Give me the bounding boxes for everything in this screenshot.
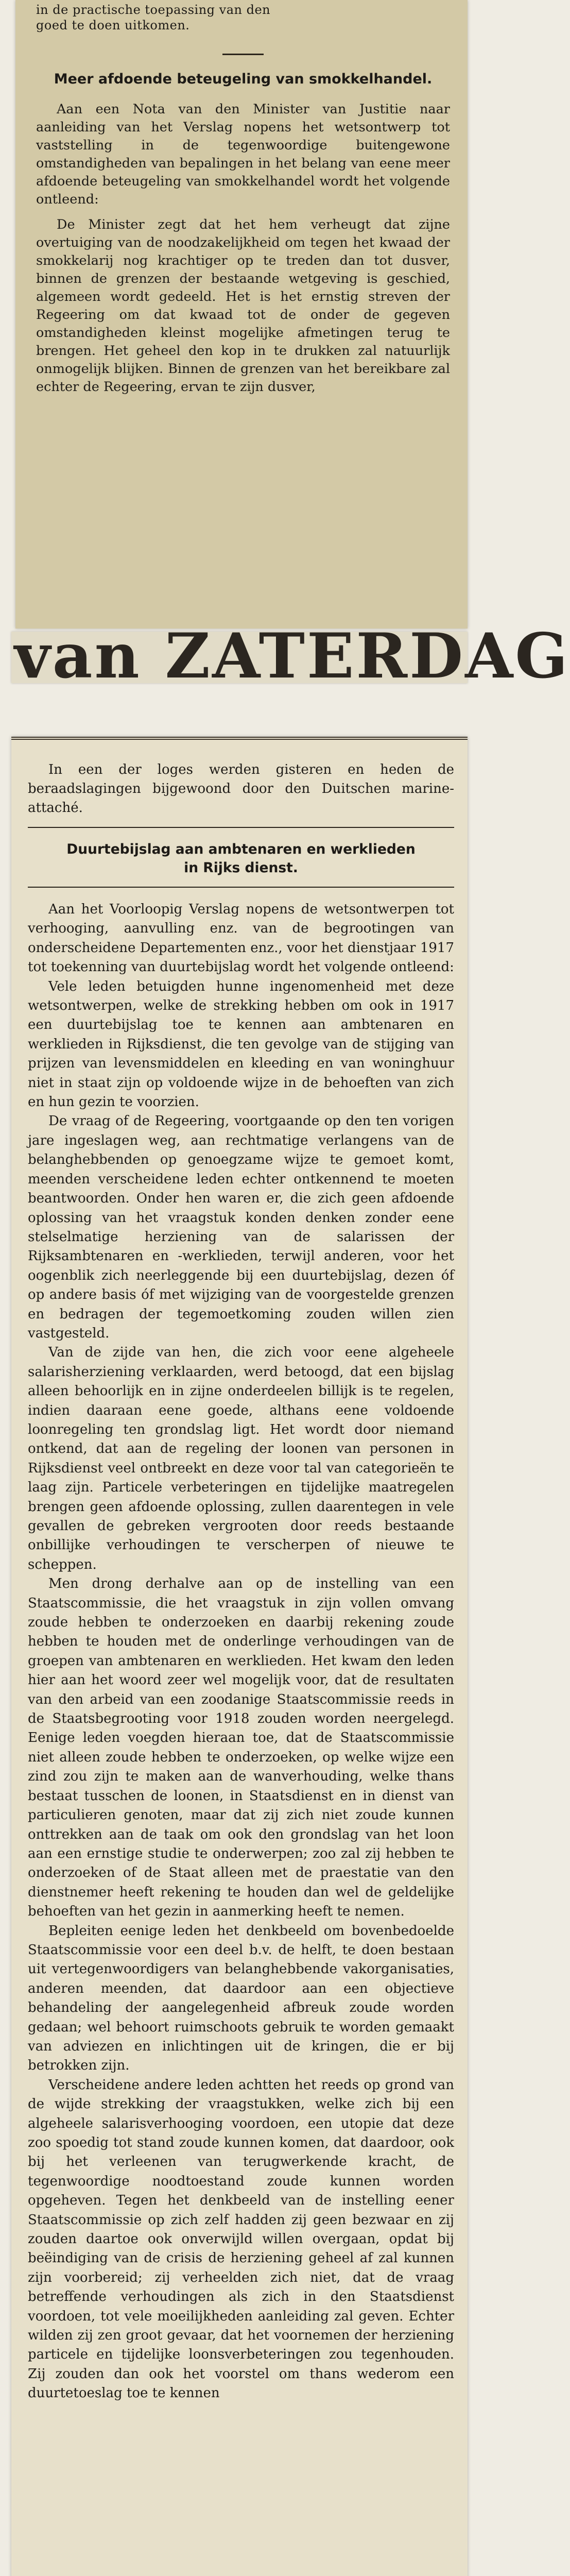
article-paragraph: De vraag of de Regeering, voortgaande op den ten vorigen jare ingeslagen weg, aan rechtmatige verlangens van de belanghebbenden op genoegzame wijze te gemoet komt, meenden verscheidene leden echter ontkennend te moeten beantwoorden. Onder hen waren er, die zich geen afdoende oplossing van het vraagstuk konden denken zonder eene stelselmatige herziening van de salarissen der Rijksambtenaren en -werklieden, terwijl anderen, voor het oogenblik zich neerleggende bij een duurtebijslag, dezen óf op andere basis óf met wijziging van de voorgestelde grenzen en bedragen der tegemoetkoming zouden willen zien vastgesteld. — [28, 1113, 454, 1341]
article-paragraph: Bepleiten eenige leden het denkbeeld om bovenbedoelde Staatscommissie voor een deel b.v. de helft, te doen bestaan uit vertegenwoordigers van belanghebbende vakorganisaties, anderen meenden, dat daardoor aan een objectieve behandeling der aangelegenheid afbreuk zoude worden gedaan; wel behoort ruimschoots gebruik te worden gemaakt van adviezen en inlichtingen uit de kringen, die er bij betrokken zijn. — [28, 1923, 454, 2074]
fragment-line-2: goed te doen uitkomen. — [36, 18, 190, 32]
article-paragraph: De Minister zegt dat het hem verheugt dat zijne overtuiging van de noodzakelijkheid om tegen het kwaad der smokkelarij nog krachtiger op te treden dan tot dusver, binnen de grenzen der bestaande wetgeving is geschied, algemeen wordt gedeeld. Het is het ernstig streven der Regeering om dat kwaad tot de onder de gegeven omstandigheden kleinst mogelijke afmetingen terug te brengen. Het geheel den kop in te drukken zal natuurlijk onmogelijk blijken. Binnen de grenzen van het bereikbare zal echter de Regeering, ervan te zijn dusver, — [36, 217, 450, 395]
article-paragraph: Aan het Voorloopig Verslag nopens de wetsontwerpen tot verhooging, aanvulling enz. van de begrootingen van onderscheidene Departementen enz., voor het dienstjaar 1917 tot toekenning van duurtebijslag wordt het volgende ontleend: — [28, 902, 454, 975]
clipping-smokkelhandel — [15, 0, 468, 629]
clipping-duurtebijslag — [11, 737, 468, 2576]
article-paragraph: Van de zijde van hen, die zich voor eene algeheele salarisherziening verklaarden, werd betoogd, dat een bijslag alleen behoorlijk en in zijne onderdeelen billijk is te regelen, indien daaraan eene goede, althans eene voldoende loonregeling ten grondslag ligt. Het wordt door niemand ontkend, dat aan de regeling der loonen van personen in Rijksdienst veel ontbreekt en deze voor tal van categorieën te laag zijn. Particele verbeteringen en tijdelijke maatregelen brengen geen afdoende oplossing, zullen daarentegen in vele gevallen de gebreken vergrooten door reeds bestaande onbillijke verhoudingen te verscherpen of nieuwe te scheppen. — [28, 1345, 454, 1572]
heading-underline — [28, 887, 454, 888]
article-paragraph: Vele leden betuigden hunne ingenomenheid met deze wetsontwerpen, welke de strekking hebben om ook in 1917 een duurtebijslag toe te kennen aan ambtenaren en werklieden in Rijksdienst, die ten gevolge van de stijging van prijzen van levensmiddelen en kleeding en van woninghuur niet in staat zijn op voldoende wijze in de behoeften van zich en hun gezin te voorzien. — [28, 978, 454, 1110]
fragment-line-1: in de practische toepassing van den — [36, 3, 271, 17]
article-paragraph: Aan een Nota van den Minister van Justitie naar aanleiding van het Verslag nopens het wetsontwerp tot vaststelling in de tegenwoordige buitengewone omstandigheden van bepalingen in het belang van eene meer afdoende beteugeling van smokkelhandel wordt het volgende ontleend: — [36, 101, 450, 207]
masthead-fragment-text: van ZATERDAG — [14, 620, 570, 692]
masthead-strip — [11, 620, 570, 692]
article-heading-smokkelhandel: Meer afdoende beteugeling van smokkelhandel. — [54, 71, 433, 87]
section-divider — [28, 827, 454, 828]
section-divider — [222, 54, 264, 55]
article-paragraph: Men drong derhalve aan op de instelling van een Staatscommissie, die het vraagstuk in zijn vollen omvang zoude hebben te onderzoeken en daarbij rekening zoude hebben te houden met de onderlinge verhoudingen van de groepen van ambtenaren en werklieden. Het kwam den leden hier aan het woord zeer wel mogelijk voor, dat de resultaten van den arbeid van een zoodanige Staatscommissie reeds in de Staatsbegrooting voor 1918 zouden worden neergelegd. Eenige leden voegden hieraan toe, dat de Staatscommissie niet alleen zoude hebben te onderzoeken, op welke wijze een zind zou zijn te maken aan de wanverhouding, welke thans bestaat tusschen de loonen, in Staatsdienst en in dienst van particulieren genoten, maar dat zij zich niet zoude kunnen onttrekken aan de taak om ook den grondslag van het loon aan een ernstige studie te onderwerpen; zoo zal zij hebben te onderzoeken of de Staat alleen met de praestatie van den dienstnemer heeft rekening te houden dan wel de geldelijke behoeften van het gezin in aanmerking heeft te nemen. — [28, 1576, 454, 1920]
article-heading-line-2: in Rijks dienst. — [184, 860, 298, 876]
intro-paragraph: In een der loges werden gisteren en heden de beraadslagingen bijgewoond door den Duitschen marine-attaché. — [28, 762, 454, 816]
article-paragraph: Verscheidene andere leden achtten het reeds op grond van de wijde strekking der vraagstukken, welke zich bij een algeheele salarisverhooging voordoen, een utopie dat deze zoo spoedig tot stand zoude kunnen komen, dat daardoor, ook bij het verleenen van terugwerkende kracht, de tegenwoordige noodtoestand zoude kunnen worden opgeheven. Tegen het denkbeeld van de instelling eener Staatscommissie op zich zelf hadden zij geen bezwaar en zij zouden daartoe ook onverwijld willen overgaan, opdat bij beëindiging van de crisis de herziening geheel af zal kunnen zijn voorbereid; zij verheelden zich niet, dat de vraag betreffende verhoudingen als zich in den Staatsdienst voordoen, tot vele moeilijkheden aanleiding zal geven. Echter wilden zij zen groot gevaar, dat het voornemen der herziening particele en tijdelijke loonsverbeteringen zou tegenhouden. Zij zouden dan ook het voorstel om thans wederom een duurtetoeslag toe te kennen — [28, 2077, 454, 2401]
article-heading-line-1: Duurtebijslag aan ambtenaren en werklieden — [66, 841, 416, 857]
